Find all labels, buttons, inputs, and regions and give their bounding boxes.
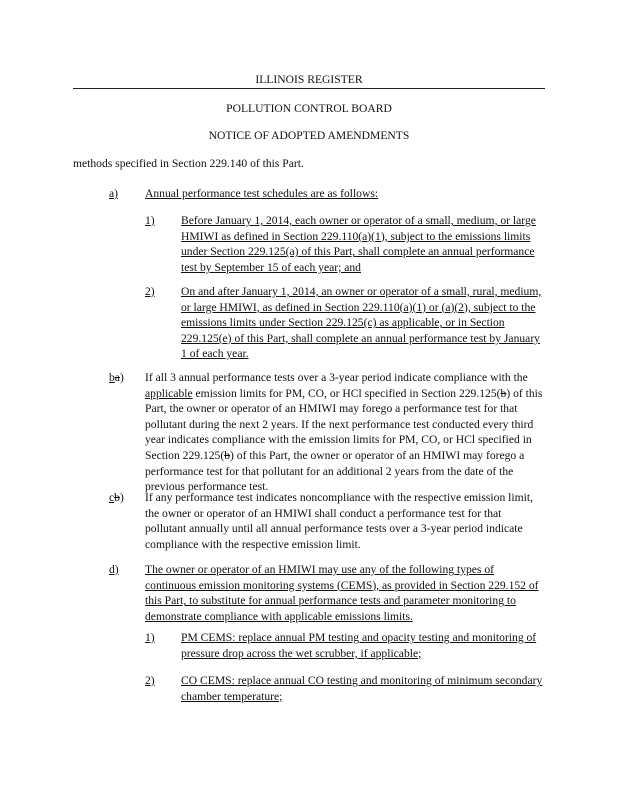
section-b-text: If all 3 annual performance tests over a 3-year period indicate compliance with the applicable emission limits for PM, CO, or HCl specified in Section 229.125(b) of this Part, the owner or operator of an HMIWI may forego a performance test for that pollutant during the next 2 years. If the next performance test conducted every third year indicates compliance with the emission limits for PM, CO, or HCl specified in Section 229.125(b) of this Part, the owner or operator of an HMIWI may forego a performance test for that pollutant for an additional 2 years from the date of the previous performance test. [145,371,543,494]
section-a2-text: On and after January 1, 2014, an owner or operator of a small, rural, medium, or large HMIWI, as defined in Section 229.110(a)(1) or (a)(2), subject to the emissions limits under Section 229.125(c) as applicable, or in Section 229.125(e) of this Part, shall complete an annual performance test by January 1 of each year. [181,285,542,361]
inserted-word: applicable [145,386,193,400]
section-b-label: ba) [109,371,124,384]
board-title: POLLUTION CONTROL BOARD [226,102,392,115]
notice-title: NOTICE OF ADOPTED AMENDMENTS [208,129,410,142]
section-d2-text: CO CEMS: replace annual CO testing and monitoring of minimum secondary chamber temperature; [181,674,543,703]
deleted-char: b [224,448,231,462]
section-d-text: The owner or operator of an HMIWI may use any of the following types of continuous emission monitoring systems (CEMS), as provided in Section 229.152 of this Part, to substitute for annual performance tests and parameter monitoring to demonstrate compliance with applicable emissions limits. [145,563,539,623]
register-title: ILLINOIS REGISTER [255,73,363,86]
section-d1-text: PM CEMS: replace annual PM testing and opacity testing and monitoring of pressure drop across the wet scrubber, if applicable; [181,631,537,660]
section-d-label: d) [109,563,119,576]
deleted-char: b [500,386,507,400]
section-c-label: cb) [109,491,124,504]
section-a1-label: 1) [145,214,155,227]
section-a-label: a) [109,187,119,200]
section-a2-label: 2) [145,285,155,298]
section-d1-label: 1) [145,631,155,644]
section-d2-label: 2) [145,674,155,687]
header-rule [73,88,545,89]
intro-line: methods specified in Section 229.140 of this Part. [73,157,304,170]
section-c-text: If any performance test indicates noncompliance with the respective emission limit, the owner or operator of an HMIWI shall conduct a performance test for that pollutant annually until all annual performance tests over a 3-year period indicate compliance with the respective emission limit. [145,491,533,551]
section-a-text: Annual performance test schedules are as follows: [145,187,379,200]
section-a1-text: Before January 1, 2014, each owner or operator of a small, medium, or large HMIWI as defined in Section 229.110(a)(1), subject to the emissions limits under Section 229.125(a) of this Part, shall complete an annual performance test by September 15 of each year; and [181,214,536,274]
